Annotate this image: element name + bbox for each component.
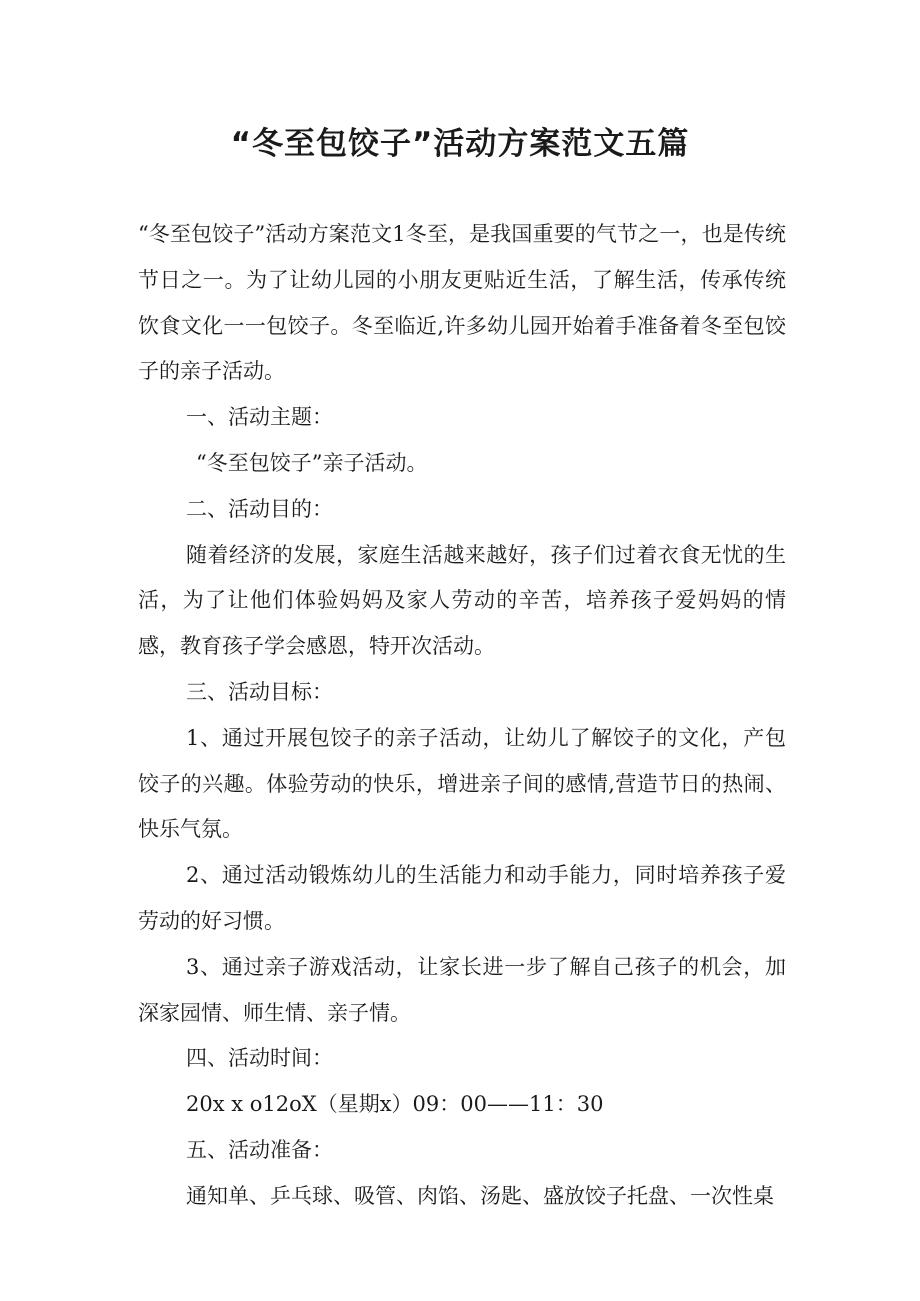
document-body [138, 212, 786, 1220]
section-heading-purpose: 二、活动目的： [186, 496, 333, 521]
goal-item-3: 3、通过亲子游戏活动，让家长进一步了解自己孩子的机会，加深家园情、师生情、亲子情。 [138, 954, 786, 1025]
section-heading-time: 四、活动时间： [186, 1046, 333, 1071]
section-heading-preparation: 五、活动准备： [186, 1137, 333, 1162]
purpose-paragraph: 随着经济的发展，家庭生活越来越好，孩子们过着衣食无忧的生活，为了让他们体验妈妈及家人劳动的辛苦，培养孩子爱妈妈的情感，教育孩子学会感恩，特开次活动。 [138, 542, 786, 659]
section-heading-goals: 三、活动目标： [186, 679, 333, 704]
preparation-text: 通知单、乒乓球、吸管、肉馅、汤匙、盛放饺子托盘、一次性桌 [186, 1183, 774, 1208]
goal-item-2: 2、通过活动锻炼幼儿的生活能力和动手能力，同时培养孩子爱劳动的好习惯。 [138, 863, 786, 933]
intro-paragraph: “冬至包饺子”活动方案范文1冬至，是我国重要的气节之一，也是传统节日之一。为了让幼儿园的小朋友更贴近生活，了解生活，传承传统饮食文化一一包饺子。冬至临近,许多幼儿园开始着手准备着冬至包饺子的亲子活动。 [138, 222, 786, 384]
document-title: “冬至包饺子”活动方案范文五篇 [230, 126, 690, 162]
theme-text: “冬至包饺子”亲子活动。 [196, 450, 428, 475]
time-text: 20x x o12oX（星期x）09：00——11：30 [186, 1092, 604, 1117]
goal-item-1: 1、通过开展包饺子的亲子活动，让幼儿了解饺子的文化，产包饺子的兴趣。体验劳动的快乐，增进亲子间的感情,营造节日的热闹、快乐气氛。 [138, 725, 786, 842]
section-heading-theme: 一、活动主题： [186, 405, 333, 430]
